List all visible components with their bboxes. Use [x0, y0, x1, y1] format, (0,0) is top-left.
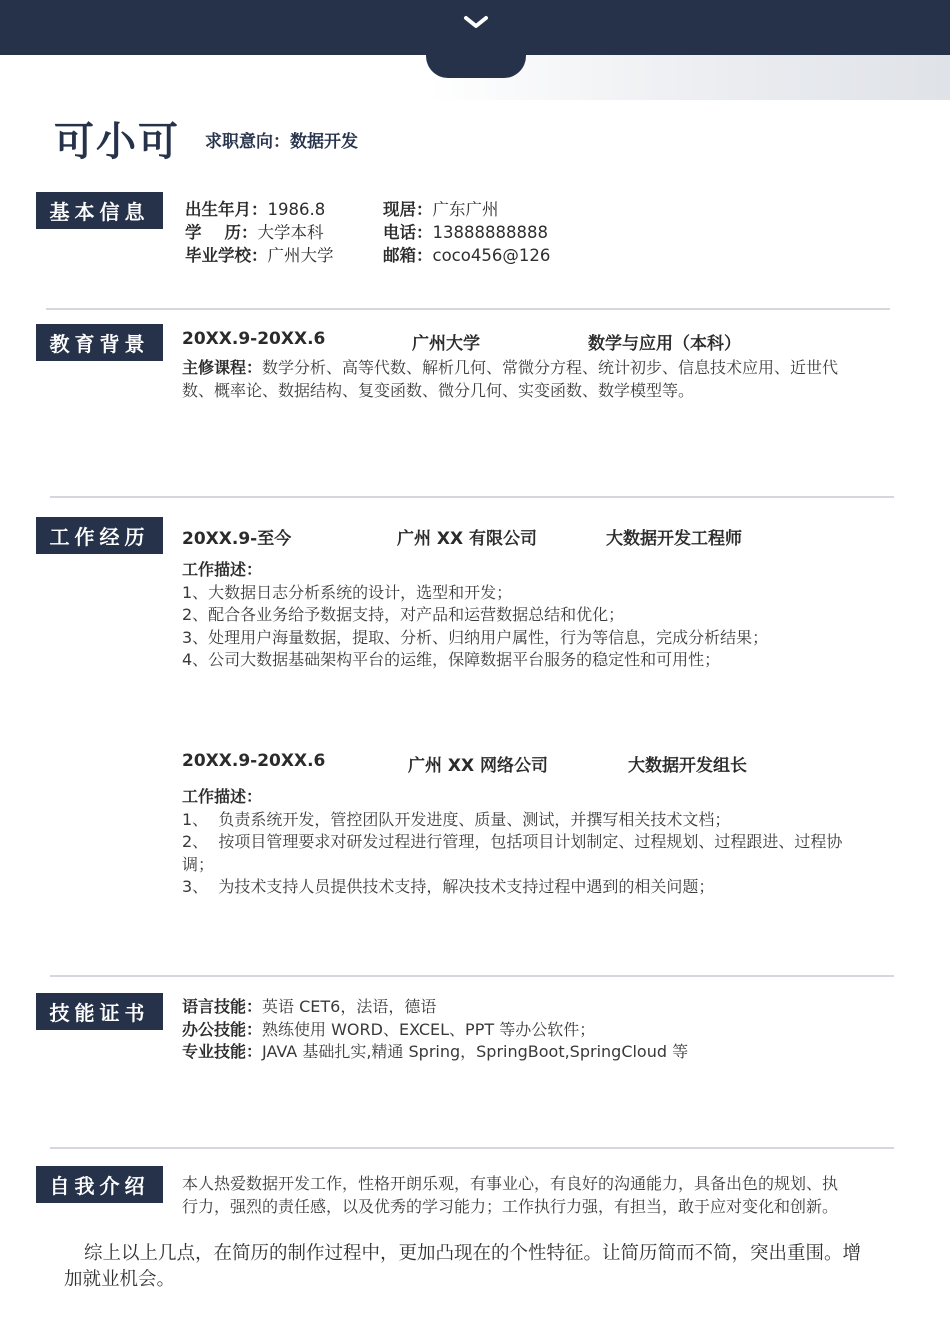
section-title-education: 教育背景 — [36, 324, 163, 361]
residence-row — [383, 196, 499, 220]
intent-label: 求职意向： — [205, 132, 290, 152]
job-1-period: 20XX.9-至今 — [182, 529, 292, 549]
job-2-desc — [182, 786, 842, 899]
divider — [50, 496, 894, 498]
email-value: coco456@126 — [432, 246, 551, 265]
job-1-desc — [182, 559, 768, 672]
section-title-basic: 基本信息 — [36, 192, 163, 229]
job-1-company: 广州 XX 有限公司 — [397, 529, 538, 549]
email-label: 邮箱： — [383, 246, 433, 265]
edu-school: 广州大学 — [412, 334, 480, 354]
edu-row — [185, 219, 323, 243]
phone-label: 电话： — [383, 223, 433, 242]
email-row — [383, 242, 550, 266]
skill-office — [182, 1019, 688, 1042]
edu-label: 学 历： — [185, 223, 258, 242]
courses-label: 主修课程： — [182, 358, 263, 377]
job-1-line: 2、配合各业务给予数据支持，对产品和运营数据总结和优化； — [182, 605, 625, 624]
job-1-title: 大数据开发工程师 — [606, 529, 742, 549]
about-line-2: 行力，强烈的责任感，以及优秀的学习能力；工作执行力强，有担当，敢于应对变化和创新。 — [182, 1196, 839, 1216]
skill-language-label: 语言技能： — [182, 997, 263, 1016]
edu-period: 20XX.9-20XX.6 — [182, 329, 326, 349]
candidate-name: 可小可 — [54, 119, 180, 165]
school-row — [185, 242, 334, 266]
courses-line-1 — [182, 357, 882, 380]
intent-value: 数据开发 — [290, 132, 358, 152]
section-title-work: 工作经历 — [36, 517, 163, 554]
skills-block — [182, 996, 688, 1064]
job-2-title: 大数据开发组长 — [628, 756, 747, 776]
chevron-down-icon — [462, 12, 490, 32]
skill-professional — [182, 1041, 688, 1064]
edu-major: 数学与应用（本科） — [588, 334, 741, 354]
phone-value: 13888888888 — [432, 223, 548, 242]
job-2-line: 调； — [182, 854, 215, 874]
residence-label: 现居： — [383, 200, 433, 219]
school-label: 毕业学校： — [185, 246, 268, 265]
job-1-line: 1、大数据日志分析系统的设计，选型和开发； — [182, 582, 513, 602]
divider — [50, 1147, 894, 1149]
skill-professional-label: 专业技能： — [182, 1042, 263, 1061]
skill-office-value: 熟练使用 WORD、EXCEL、PPT 等办公软件； — [262, 1019, 596, 1039]
phone-row — [383, 219, 548, 243]
top-tab — [426, 30, 526, 78]
skill-language — [182, 996, 688, 1019]
birth-label: 出生年月： — [185, 200, 268, 219]
divider — [50, 975, 894, 977]
courses-line-2: 数、概率论、数据结构、复变函数、微分几何、实变函数、数学模型等。 — [182, 380, 695, 400]
job-2-line: 1、 负责系统开发，管控团队开发进度、质量、测试，并撰写相关技术文档； — [182, 809, 731, 829]
about-line-1: 本人热爱数据开发工作，性格开朗乐观，有事业心，有良好的沟通能力，具备出色的规划、执 — [182, 1174, 839, 1193]
job-2-company: 广州 XX 网络公司 — [408, 756, 549, 776]
courses-block — [182, 357, 882, 402]
divider — [46, 308, 890, 310]
job-2-desc-label: 工作描述： — [182, 787, 263, 806]
job-1-desc-label: 工作描述： — [182, 560, 263, 579]
residence-value: 广东广州 — [432, 200, 499, 219]
job-intention — [205, 127, 358, 152]
school-value: 广州大学 — [267, 246, 334, 265]
courses-text-1: 数学分析、高等代数、解析几何、常微分方程、统计初步、信息技术应用、近世代 — [262, 358, 839, 377]
footer-note: 综上以上几点，在简历的制作过程中，更加凸现在的个性特征。让简历简而不简，突出重围。增加就业机会。 — [64, 1243, 862, 1290]
job-1-line: 3、处理用户海量数据，提取、分析、归纳用户属性，行为等信息，完成分析结果； — [182, 627, 769, 647]
job-2-line: 2、 按项目管理要求对研发过程进行管理，包括项目计划制定、过程规划、过程跟进、过程协 — [182, 832, 843, 851]
edu-value: 大学本科 — [257, 223, 324, 242]
about-block — [182, 1173, 838, 1218]
birth-row — [185, 196, 325, 220]
job-1-line: 4、公司大数据基础架构平台的运维，保障数据平台服务的稳定性和可用性； — [182, 650, 721, 669]
skill-language-value: 英语 CET6，法语，德语 — [262, 997, 437, 1016]
section-title-skills: 技能证书 — [36, 993, 163, 1030]
job-2-period: 20XX.9-20XX.6 — [182, 751, 326, 771]
job-2-line: 3、 为技术支持人员提供技术支持，解决技术支持过程中遇到的相关问题； — [182, 877, 715, 896]
section-title-about: 自我介绍 — [36, 1166, 163, 1203]
skill-professional-value: JAVA 基础扎实,精通 Spring，SpringBoot,SpringCloud 等 — [262, 1042, 689, 1061]
skill-office-label: 办公技能： — [182, 1019, 263, 1039]
birth-value: 1986.8 — [267, 200, 326, 219]
